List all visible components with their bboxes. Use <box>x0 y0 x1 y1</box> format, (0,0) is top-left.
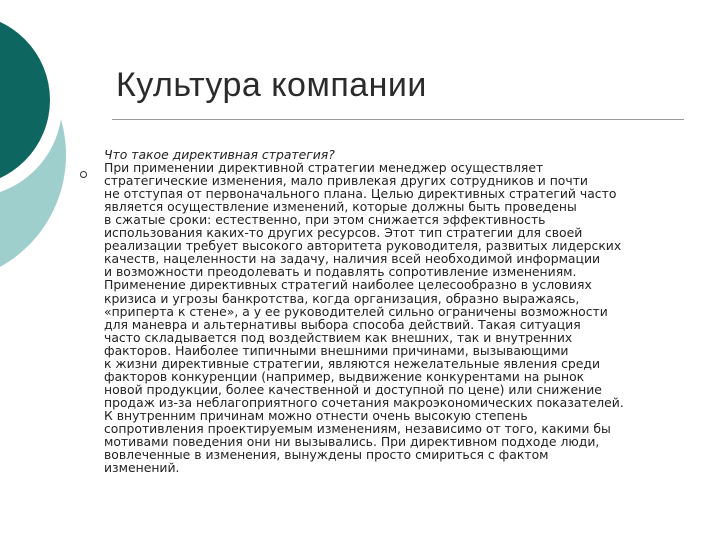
body-line: факторов. Наиболее типичными внешними причинами, вызывающими <box>104 342 569 358</box>
body-line: реализации требует высокого авторитета руководителя, развитых лидерских <box>104 238 622 254</box>
body-line: продаж из-за неблагоприятного сочетания макроэкономических показателей. <box>104 394 624 410</box>
body-line: факторов конкуренции (например, выдвижение конкурентами на рынок <box>104 368 585 384</box>
body-line: Применение директивных стратегий наиболее целесообразно в условиях <box>104 277 592 293</box>
body-line: новой продукции, более качественной и доступной по цене) или снижение <box>104 381 602 397</box>
body-line: изменений. <box>104 460 180 476</box>
body-line: является осуществление изменений, которые должны быть проведены <box>104 199 577 215</box>
body-line: вовлеченные в изменения, вынуждены просто смириться с фактом <box>104 447 549 463</box>
body-line: в сжатые сроки: естественно, при этом снижается эффективность <box>104 212 546 228</box>
body-line: К внутренним причинам можно отнести очень высокую степень <box>104 407 528 423</box>
body-line: кризиса и угрозы банкротства, когда организация, образно выражаясь, <box>104 290 580 306</box>
slide-title: Культура компании <box>116 66 427 104</box>
body-line: использования каких-то других ресурсов. Этот тип стратегии для своей <box>104 225 583 241</box>
body-line: качеств, нацеленности на задачу, наличия всей необходимой информации <box>104 251 601 267</box>
body-line: При применении директивной стратегии менеджер осуществляет <box>104 160 544 176</box>
body-line: для маневра и альтернативы выбора способа действий. Такая ситуация <box>104 316 581 332</box>
slide-body <box>104 148 686 474</box>
body-line: часто складывается под воздействием как внешних, так и внутренних <box>104 329 573 345</box>
title-divider <box>112 119 684 120</box>
bullet-circle-icon <box>80 171 87 178</box>
question-text: Что такое директивная стратегия? <box>104 147 335 162</box>
body-line: стратегические изменения, мало привлекая других сотрудников и почти <box>104 173 588 189</box>
body-line: сопротивления проектируемым изменениям, независимо от того, какими бы <box>104 420 611 436</box>
body-line: к жизни директивные стратегии, являются нежелательные явления среди <box>104 355 601 371</box>
body-line: и возможности преодолевать и подавлять сопротивление изменениям. <box>104 264 577 280</box>
body-line: не отступая от первоначального плана. Целью директивных стратегий часто <box>104 186 617 202</box>
body-line: «приперта к стене», а у ее руководителей сильно ограничены возможности <box>104 303 608 319</box>
body-line: мотивами поведения они ни вызывались. При директивном подходе люди, <box>104 434 600 450</box>
